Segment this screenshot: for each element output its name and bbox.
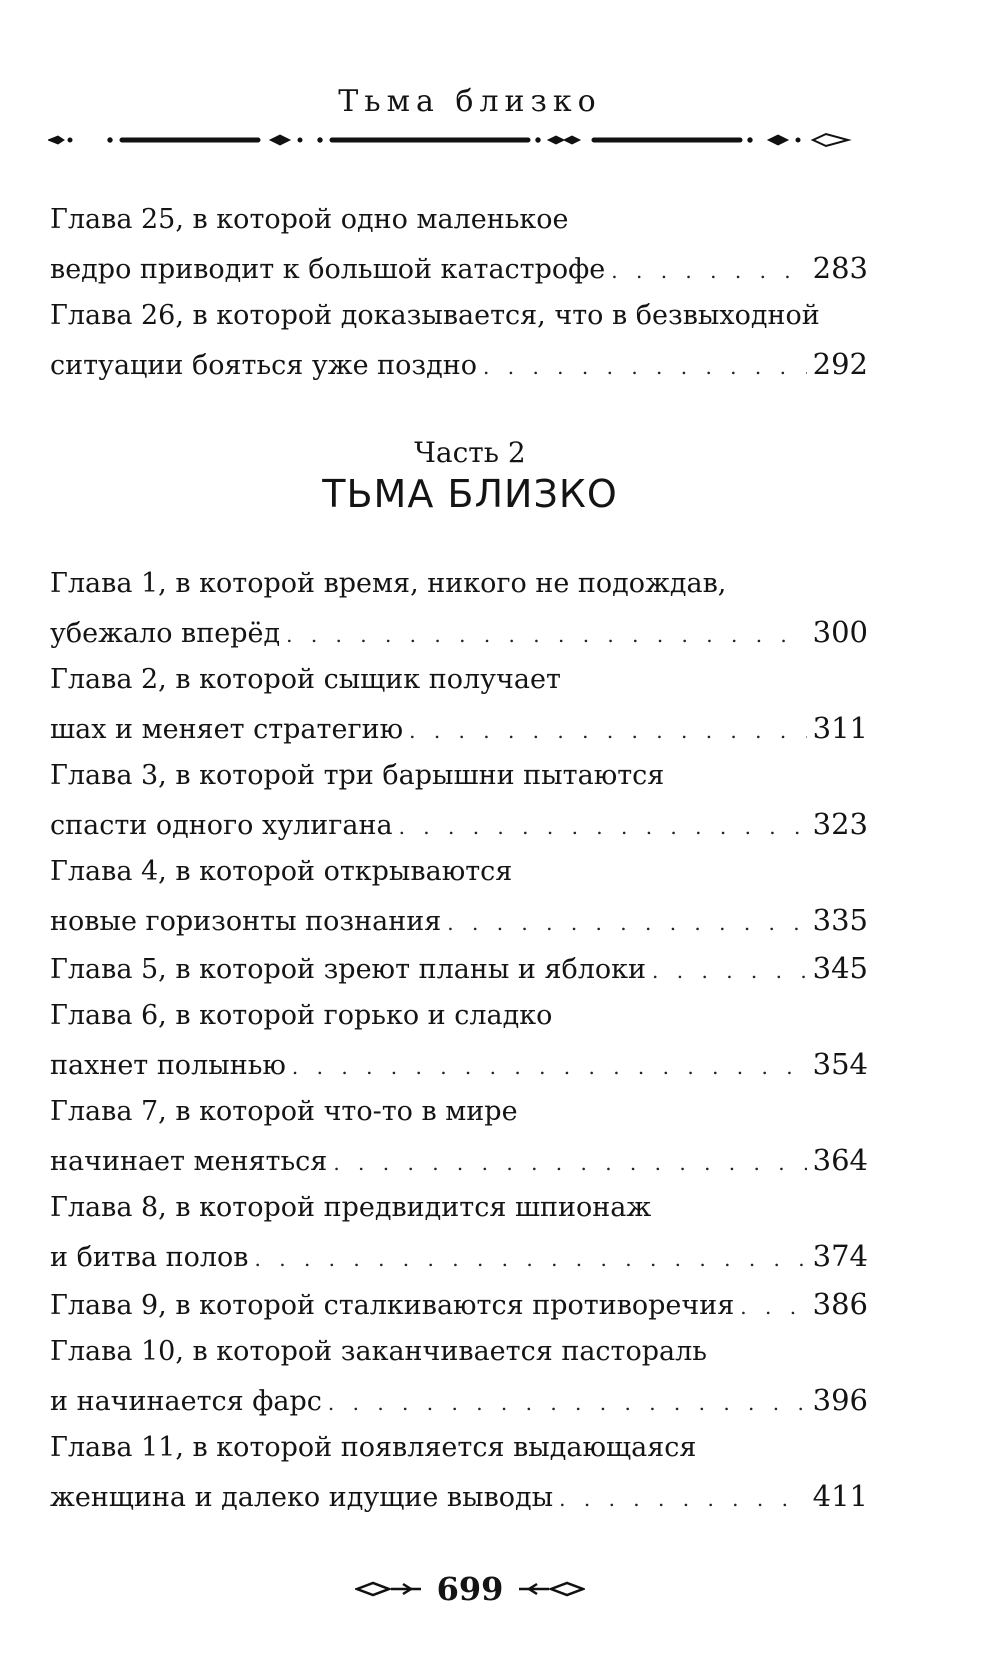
toc-entry-line <box>50 1136 868 1184</box>
page-number: 411 <box>812 1479 868 1513</box>
toc-entry-line <box>50 560 868 608</box>
dot-leader <box>328 1379 807 1427</box>
entry-text: новые горизонты познания <box>50 906 442 937</box>
page-number: 311 <box>812 711 868 745</box>
page-number: 364 <box>812 1143 868 1177</box>
entry-text: Глава 3, в которой три барышни пытаются <box>50 760 665 791</box>
entry-text: Глава 2, в которой сыщик получает <box>50 664 561 695</box>
dot-leader <box>333 1139 806 1187</box>
toc-entry-line <box>50 1088 868 1136</box>
page-number: 323 <box>812 807 868 841</box>
toc-entry-line <box>50 608 868 656</box>
toc-part-2 <box>50 560 868 1520</box>
part-label: Часть 2 <box>414 436 526 469</box>
entry-text: спасти одного хулигана <box>50 810 393 841</box>
page-folio: 699 <box>436 1570 504 1608</box>
dot-leader <box>447 899 806 947</box>
toc-entry-line <box>50 704 868 752</box>
entry-text: Глава 6, в которой горько и сладко <box>50 1000 553 1031</box>
entry-text: начинает меняться <box>50 1146 328 1177</box>
toc-entry-line <box>50 1472 868 1520</box>
page-number: 345 <box>812 951 868 985</box>
entry-text: убежало вперёд <box>50 618 281 649</box>
entry-text: Глава 10, в которой заканчивается пастораль <box>50 1336 707 1367</box>
toc-entry-line <box>50 196 868 244</box>
toc-entry-line <box>50 1184 868 1232</box>
toc-entry-line <box>50 1376 868 1424</box>
entry-text: Глава 7, в которой что-то в мире <box>50 1096 518 1127</box>
page-number: 396 <box>812 1383 868 1417</box>
dot-leader <box>286 611 807 659</box>
entry-text: и битва полов <box>50 1242 249 1273</box>
toc-entry-line <box>50 752 868 800</box>
ornamental-rule <box>48 128 868 152</box>
toc-entry-line <box>50 292 868 340</box>
dot-leader <box>611 247 806 295</box>
entry-text: женщина и далеко идущие выводы <box>50 1482 554 1513</box>
dot-leader <box>483 343 807 391</box>
toc-entry-line <box>50 800 868 848</box>
dot-leader <box>292 1043 807 1091</box>
dot-leader <box>255 1235 807 1283</box>
page-number: 292 <box>812 347 868 381</box>
toc-entry-line <box>50 1328 868 1376</box>
entry-text: Глава 4, в которой открываются <box>50 856 513 887</box>
dot-leader <box>740 1283 806 1331</box>
dot-leader <box>409 707 807 755</box>
entry-text: Глава 1, в которой время, никого не подождав, <box>50 568 727 599</box>
toc-entry-line <box>50 944 868 992</box>
entry-text: Глава 11, в которой появляется выдающаяся <box>50 1432 697 1463</box>
page-number: 374 <box>812 1239 868 1273</box>
dot-leader <box>652 947 807 995</box>
toc-entry-line <box>50 992 868 1040</box>
toc-entry-line <box>50 1232 868 1280</box>
running-head: Тьма близко <box>338 84 602 119</box>
entry-text: Глава 26, в которой доказывается, что в безвыходной <box>50 300 820 331</box>
page-number: 335 <box>812 903 868 937</box>
part-title: ТЬМА БЛИЗКО <box>322 472 618 516</box>
toc-entry-line <box>50 656 868 704</box>
page-number: 386 <box>812 1287 868 1321</box>
toc-entry-line <box>50 244 868 292</box>
toc-entry-line <box>50 1040 868 1088</box>
right-flourish-icon <box>515 1579 585 1599</box>
toc-entry-line <box>50 340 868 388</box>
entry-text: Глава 25, в которой одно маленькое <box>50 204 569 235</box>
left-flourish-icon <box>355 1579 425 1599</box>
page-footer <box>0 1570 940 1608</box>
dot-leader <box>559 1475 806 1523</box>
entry-text: ситуации бояться уже поздно <box>50 350 478 381</box>
toc-entry-line <box>50 896 868 944</box>
toc-entry-line <box>50 848 868 896</box>
entry-text: пахнет полынью <box>50 1050 286 1081</box>
page-number: 354 <box>812 1047 868 1081</box>
toc-entry-line <box>50 1280 868 1328</box>
entry-text: ведро приводит к большой катастрофе <box>50 254 606 285</box>
page-number: 283 <box>812 251 868 285</box>
toc-continued <box>50 196 868 388</box>
entry-text: шах и меняет стратегию <box>50 714 404 745</box>
entry-text: Глава 9, в которой сталкиваются противоречия <box>50 1290 735 1321</box>
entry-text: Глава 5, в которой зреют планы и яблоки <box>50 954 647 985</box>
page-number: 300 <box>812 615 868 649</box>
dot-leader <box>399 803 807 851</box>
toc-entry-line <box>50 1424 868 1472</box>
entry-text: Глава 8, в которой предвидится шпионаж <box>50 1192 652 1223</box>
entry-text: и начинается фарс <box>50 1386 322 1417</box>
